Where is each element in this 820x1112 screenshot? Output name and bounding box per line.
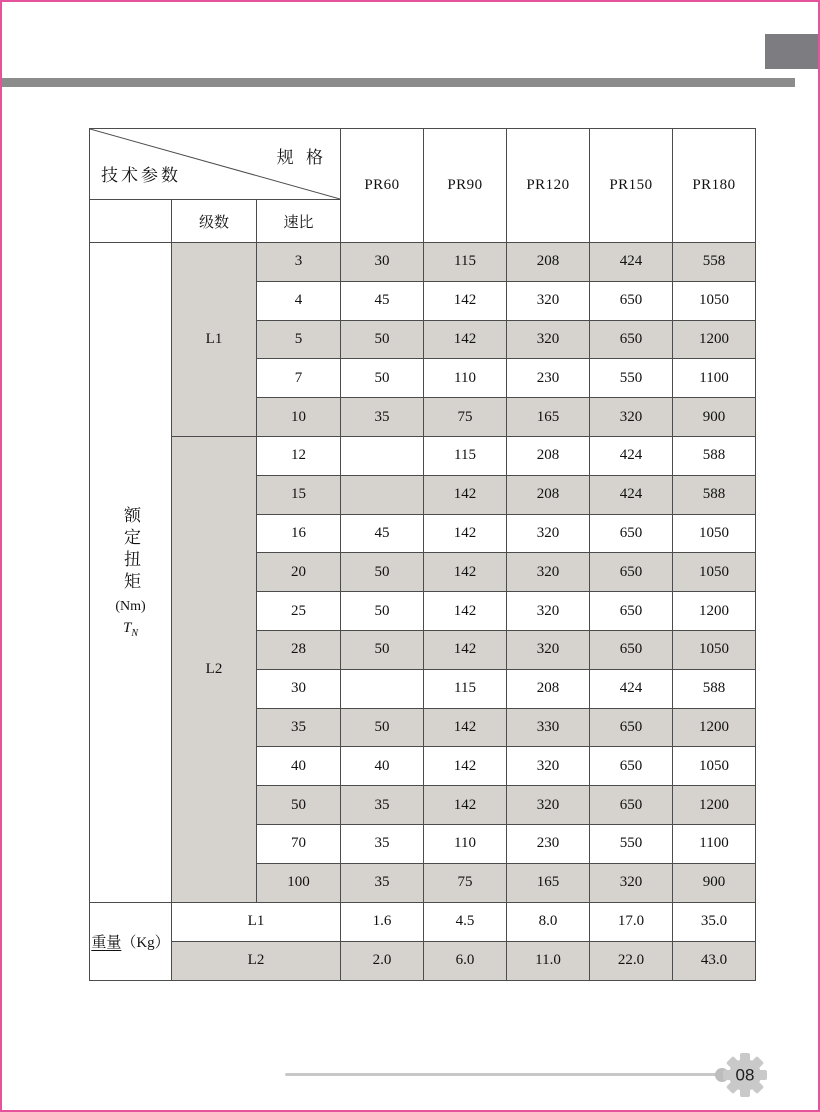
value-cell xyxy=(341,436,424,475)
value-cell: 330 xyxy=(507,708,590,747)
value-cell: 320 xyxy=(507,281,590,320)
value-cell: 11.0 xyxy=(507,941,590,980)
value-cell: 320 xyxy=(507,747,590,786)
value-cell: 424 xyxy=(590,475,673,514)
value-cell: 142 xyxy=(424,320,507,359)
value-cell: 1.6 xyxy=(341,902,424,941)
value-cell: 142 xyxy=(424,475,507,514)
value-cell: 650 xyxy=(590,630,673,669)
ratio-cell: 25 xyxy=(257,592,341,631)
value-cell: 1050 xyxy=(673,514,756,553)
table-header-row xyxy=(90,129,756,200)
value-cell: 650 xyxy=(590,786,673,825)
ratio-cell: 4 xyxy=(257,281,341,320)
column-header-pr90: PR90 xyxy=(424,129,507,243)
ratio-cell: 10 xyxy=(257,398,341,437)
value-cell: 588 xyxy=(673,669,756,708)
value-cell: 320 xyxy=(507,514,590,553)
column-header-pr60: PR60 xyxy=(341,129,424,243)
stage-header-cell: 级数 xyxy=(172,200,257,243)
value-cell: 650 xyxy=(590,747,673,786)
value-cell: 1050 xyxy=(673,630,756,669)
value-cell: 1050 xyxy=(673,281,756,320)
value-cell: 75 xyxy=(424,398,507,437)
empty-header-cell xyxy=(90,200,172,243)
value-cell: 142 xyxy=(424,708,507,747)
ratio-cell: 3 xyxy=(257,243,341,282)
value-cell xyxy=(341,669,424,708)
params-corner-label: 技术参数 xyxy=(101,166,181,185)
value-cell: 110 xyxy=(424,824,507,863)
value-cell: 50 xyxy=(341,359,424,398)
ratio-header-cell: 速比 xyxy=(257,200,341,243)
value-cell: 900 xyxy=(673,863,756,902)
value-cell: 165 xyxy=(507,398,590,437)
value-cell: 6.0 xyxy=(424,941,507,980)
value-cell: 1050 xyxy=(673,747,756,786)
value-cell: 588 xyxy=(673,436,756,475)
spec-table-body xyxy=(90,243,756,981)
value-cell: 142 xyxy=(424,281,507,320)
ratio-cell: 5 xyxy=(257,320,341,359)
value-cell: 208 xyxy=(507,243,590,282)
value-cell: 50 xyxy=(341,553,424,592)
value-cell: 320 xyxy=(507,786,590,825)
value-cell: 1200 xyxy=(673,320,756,359)
value-cell: 1200 xyxy=(673,592,756,631)
value-cell: 320 xyxy=(590,398,673,437)
value-cell: 588 xyxy=(673,475,756,514)
value-cell: 43.0 xyxy=(673,941,756,980)
ratio-cell: 50 xyxy=(257,786,341,825)
value-cell: 30 xyxy=(341,243,424,282)
value-cell: 230 xyxy=(507,824,590,863)
page-number: 08 xyxy=(735,1065,755,1085)
value-cell: 650 xyxy=(590,320,673,359)
value-cell: 208 xyxy=(507,475,590,514)
ratio-cell: 100 xyxy=(257,863,341,902)
value-cell: 142 xyxy=(424,553,507,592)
column-header-pr150: PR150 xyxy=(590,129,673,243)
ratio-cell: 30 xyxy=(257,669,341,708)
value-cell: 8.0 xyxy=(507,902,590,941)
ratio-cell: 40 xyxy=(257,747,341,786)
header-corner-block xyxy=(765,34,820,69)
value-cell: 35.0 xyxy=(673,902,756,941)
value-cell: 45 xyxy=(341,514,424,553)
value-cell: 230 xyxy=(507,359,590,398)
value-cell: 115 xyxy=(424,243,507,282)
value-cell: 650 xyxy=(590,514,673,553)
value-cell: 1050 xyxy=(673,553,756,592)
ratio-cell: 28 xyxy=(257,630,341,669)
value-cell: 45 xyxy=(341,281,424,320)
weight-row xyxy=(90,902,756,941)
ratio-cell: 16 xyxy=(257,514,341,553)
value-cell: 1200 xyxy=(673,786,756,825)
value-cell: 50 xyxy=(341,630,424,669)
spec-table xyxy=(89,128,756,981)
ratio-cell: 15 xyxy=(257,475,341,514)
value-cell: 320 xyxy=(507,320,590,359)
value-cell: 320 xyxy=(590,863,673,902)
value-cell: 320 xyxy=(507,592,590,631)
table-row xyxy=(90,436,756,475)
value-cell: 35 xyxy=(341,863,424,902)
spec-corner-label: 规 格 xyxy=(276,148,328,167)
column-header-pr180: PR180 xyxy=(673,129,756,243)
value-cell: 208 xyxy=(507,669,590,708)
header-rule-bar xyxy=(2,78,795,87)
value-cell: 650 xyxy=(590,553,673,592)
value-cell: 35 xyxy=(341,786,424,825)
footer-rule xyxy=(285,1073,722,1076)
value-cell: 650 xyxy=(590,592,673,631)
value-cell: 900 xyxy=(673,398,756,437)
value-cell: 115 xyxy=(424,436,507,475)
value-cell: 2.0 xyxy=(341,941,424,980)
value-cell: 550 xyxy=(590,824,673,863)
gear-icon xyxy=(721,1051,769,1099)
value-cell: 1100 xyxy=(673,824,756,863)
value-cell: 1100 xyxy=(673,359,756,398)
value-cell: 115 xyxy=(424,669,507,708)
value-cell: 142 xyxy=(424,630,507,669)
value-cell: 50 xyxy=(341,592,424,631)
value-cell: 650 xyxy=(590,708,673,747)
value-cell: 424 xyxy=(590,243,673,282)
value-cell: 320 xyxy=(507,553,590,592)
stage-group-cell: L2 xyxy=(172,436,257,902)
diagonal-header-cell xyxy=(90,129,341,200)
ratio-cell: 12 xyxy=(257,436,341,475)
ratio-cell: 20 xyxy=(257,553,341,592)
value-cell: 35 xyxy=(341,398,424,437)
value-cell: 424 xyxy=(590,669,673,708)
value-cell xyxy=(341,475,424,514)
value-cell: 17.0 xyxy=(590,902,673,941)
value-cell: 208 xyxy=(507,436,590,475)
value-cell: 142 xyxy=(424,786,507,825)
value-cell: 650 xyxy=(590,281,673,320)
ratio-cell: 35 xyxy=(257,708,341,747)
value-cell: 142 xyxy=(424,747,507,786)
weight-row xyxy=(90,941,756,980)
value-cell: 35 xyxy=(341,824,424,863)
value-cell: 320 xyxy=(507,630,590,669)
value-cell: 4.5 xyxy=(424,902,507,941)
value-cell: 50 xyxy=(341,320,424,359)
value-cell: 558 xyxy=(673,243,756,282)
table-row xyxy=(90,243,756,282)
value-cell: 75 xyxy=(424,863,507,902)
torque-label: 额定扭矩 (Nm) $T_N$ xyxy=(115,505,146,639)
torque-label-cell xyxy=(90,243,172,903)
value-cell: 142 xyxy=(424,514,507,553)
value-cell: 142 xyxy=(424,592,507,631)
weight-stage-cell: L1 xyxy=(172,902,341,941)
ratio-cell: 7 xyxy=(257,359,341,398)
value-cell: 1200 xyxy=(673,708,756,747)
column-header-pr120: PR120 xyxy=(507,129,590,243)
ratio-cell: 70 xyxy=(257,824,341,863)
value-cell: 22.0 xyxy=(590,941,673,980)
value-cell: 424 xyxy=(590,436,673,475)
weight-label-cell: 重量（Kg） xyxy=(90,902,172,980)
stage-group-cell: L1 xyxy=(172,243,257,437)
weight-stage-cell: L2 xyxy=(172,941,341,980)
value-cell: 40 xyxy=(341,747,424,786)
value-cell: 110 xyxy=(424,359,507,398)
value-cell: 165 xyxy=(507,863,590,902)
value-cell: 550 xyxy=(590,359,673,398)
value-cell: 50 xyxy=(341,708,424,747)
